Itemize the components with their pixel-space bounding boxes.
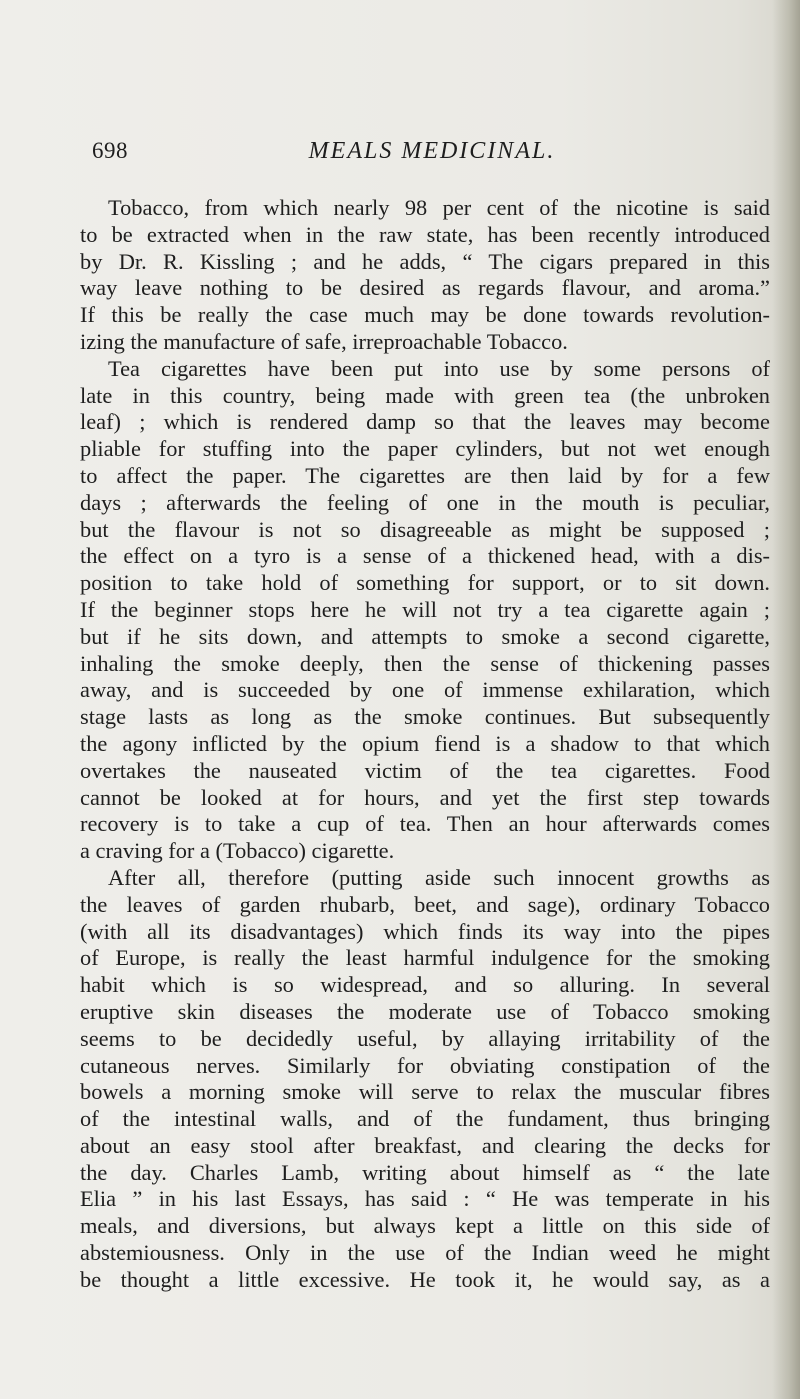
- text-line: to be extracted when in the raw state, has been recently introduced: [80, 221, 770, 247]
- text-line: away, and is succeeded by one of immense exhilaration, which: [80, 677, 770, 703]
- page-number: 698: [92, 138, 128, 163]
- text-line: abstemiousness. Only in the use of the Indian weed he might: [80, 1240, 770, 1266]
- text-line: Elia ” in his last Essays, has said : “ He was temperate in his: [80, 1186, 770, 1212]
- text-line: by Dr. R. Kissling ; and he adds, “ The cigars prepared in this: [80, 248, 770, 274]
- text-line: the day. Charles Lamb, writing about himself as “ the late: [80, 1159, 770, 1185]
- text-line: overtakes the nauseated victim of the tea cigarettes. Food: [80, 757, 770, 783]
- text-line: Tobacco, from which nearly 98 per cent of the nicotine is said: [108, 195, 770, 220]
- text-line: way leave nothing to be desired as regards flavour, and aroma.”: [80, 275, 770, 301]
- text-line: of Europe, is really the least harmful indulgence for the smoking: [80, 945, 770, 971]
- page-header: [92, 138, 772, 172]
- text-line: recovery is to take a cup of tea. Then an hour afterwards comes: [80, 811, 770, 837]
- text-line: of the intestinal walls, and of the fundament, thus bringing: [80, 1106, 770, 1132]
- text-line: about an easy stool after breakfast, and clearing the decks for: [80, 1132, 770, 1158]
- text-line: inhaling the smoke deeply, then the sense of thickening passes: [80, 650, 770, 676]
- text-line: cannot be looked at for hours, and yet the first step towards: [80, 784, 770, 810]
- text-line: the effect on a tyro is a sense of a thickened head, with a dis-: [80, 543, 770, 569]
- text-line: eruptive skin diseases the moderate use of Tobacco smoking: [80, 998, 770, 1024]
- text-line: After all, therefore (putting aside such innocent growths as: [108, 864, 770, 890]
- text-line: but if he sits down, and attempts to smoke a second cigarette,: [80, 623, 770, 649]
- text-line: but the flavour is not so disagreeable as might be supposed ;: [80, 516, 770, 542]
- text-line: Tea cigarettes have been put into use by some persons of: [108, 355, 770, 381]
- text-line: the leaves of garden rhubarb, beet, and sage), ordinary Tobacco: [80, 891, 770, 917]
- text-line: late in this country, being made with green tea (the unbroken: [80, 382, 770, 408]
- text-line: meals, and diversions, but always kept a little on this side of: [80, 1213, 770, 1239]
- text-line: stage lasts as long as the smoke continues. But subsequently: [80, 704, 770, 730]
- text-line: be thought a little excessive. He took it, he would say, as a: [80, 1266, 770, 1292]
- body-text: [80, 195, 770, 1294]
- text-line: to affect the paper. The cigarettes are then laid by for a few: [80, 462, 770, 488]
- text-line: izing the manufacture of safe, irreproachable Tobacco.: [80, 328, 568, 354]
- text-line: pliable for stuffing into the paper cylinders, but not wet enough: [80, 436, 770, 462]
- text-line: days ; afterwards the feeling of one in the mouth is peculiar,: [80, 489, 770, 515]
- text-line: leaf) ; which is rendered damp so that the leaves may become: [80, 409, 770, 435]
- text-line: bowels a morning smoke will serve to relax the muscular fibres: [80, 1079, 770, 1105]
- text-line: (with all its disadvantages) which finds its way into the pipes: [80, 918, 770, 944]
- text-line: seems to be decidedly useful, by allaying irritability of the: [80, 1025, 770, 1051]
- page-edge-shadow: [772, 0, 800, 1399]
- text-line: cutaneous nerves. Similarly for obviating constipation of the: [80, 1052, 770, 1078]
- running-head: MEALS MEDICINAL.: [308, 138, 556, 164]
- text-line: habit which is so widespread, and so alluring. In several: [80, 972, 770, 998]
- text-line: If the beginner stops here he will not try a tea cigarette again ;: [80, 596, 770, 622]
- text-line: a craving for a (Tobacco) cigarette.: [80, 838, 395, 864]
- text-line: the agony inflicted by the opium fiend is a shadow to that which: [80, 730, 770, 756]
- text-line: If this be really the case much may be done towards revolution-: [80, 302, 770, 328]
- text-line: position to take hold of something for support, or to sit down.: [80, 570, 770, 596]
